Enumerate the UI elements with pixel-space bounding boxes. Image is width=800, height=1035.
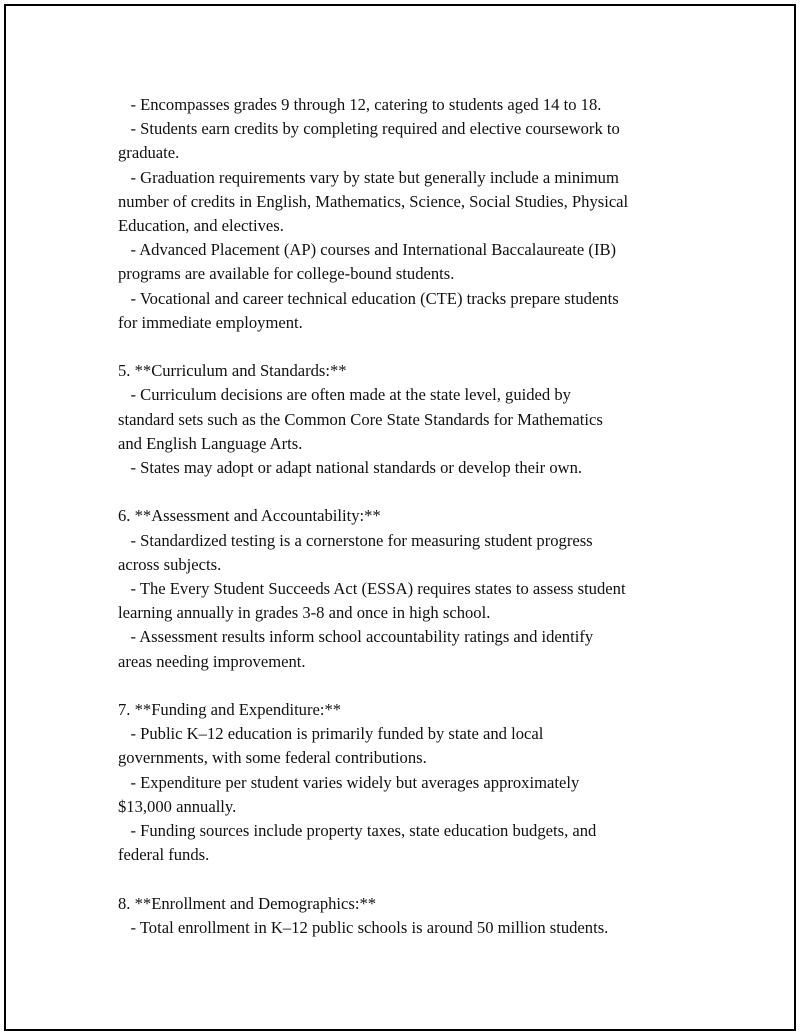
bullet-paragraph [118, 287, 698, 335]
document-body [118, 93, 698, 940]
text-line: - Funding sources include property taxes, state education budgets, and [118, 821, 597, 841]
text-line: - Expenditure per student varies widely but averages approximately [118, 772, 580, 792]
section-spacer [118, 335, 698, 359]
text-line: Education, and electives. [118, 216, 284, 236]
text-line: - Public K–12 education is primarily funded by state and local [118, 724, 544, 744]
bullet-paragraph [118, 456, 698, 480]
section-heading: 6. **Assessment and Accountability:** [118, 506, 381, 526]
bullet-paragraph [118, 383, 698, 456]
document-section [118, 93, 698, 335]
document-section [118, 892, 698, 940]
section-spacer [118, 867, 698, 891]
bullet-paragraph [118, 238, 698, 286]
text-line: for immediate employment. [118, 312, 303, 332]
text-line: - Vocational and career technical education (CTE) tracks prepare students [118, 288, 619, 308]
bullet-paragraph [118, 577, 698, 625]
text-line: federal funds. [118, 845, 210, 865]
bullet-paragraph [118, 166, 698, 239]
section-heading: 5. **Curriculum and Standards:** [118, 361, 347, 381]
document-section [118, 698, 698, 867]
text-line: learning annually in grades 3-8 and once in high school. [118, 603, 491, 623]
bullet-paragraph [118, 625, 698, 673]
section-spacer [118, 480, 698, 504]
bullet-paragraph [118, 722, 698, 770]
text-line: - Total enrollment in K–12 public schools is around 50 million students. [118, 917, 609, 937]
text-line: programs are available for college-bound students. [118, 264, 455, 284]
text-line: - Assessment results inform school accountability ratings and identify [118, 627, 594, 647]
text-line: number of credits in English, Mathematics, Science, Social Studies, Physical [118, 191, 629, 211]
text-line: - Students earn credits by completing required and elective coursework to [118, 119, 620, 139]
text-line: - Advanced Placement (AP) courses and International Baccalaureate (IB) [118, 240, 617, 260]
section-heading: 7. **Funding and Expenditure:** [118, 700, 342, 720]
bullet-paragraph [118, 93, 698, 117]
section-spacer [118, 674, 698, 698]
text-line: - The Every Student Succeeds Act (ESSA) requires states to assess student [118, 579, 626, 599]
bullet-paragraph [118, 117, 698, 165]
section-heading: 8. **Enrollment and Demographics:** [118, 893, 377, 913]
text-line: - Standardized testing is a cornerstone for measuring student progress [118, 530, 593, 550]
text-line: and English Language Arts. [118, 433, 303, 453]
bullet-paragraph [118, 916, 698, 940]
text-line: $13,000 annually. [118, 796, 237, 816]
document-section [118, 504, 698, 673]
text-line: areas needing improvement. [118, 651, 306, 671]
text-line: across subjects. [118, 554, 222, 574]
text-line: - Curriculum decisions are often made at the state level, guided by [118, 385, 571, 405]
bullet-paragraph [118, 819, 698, 867]
text-line: standard sets such as the Common Core State Standards for Mathematics [118, 409, 603, 429]
bullet-paragraph [118, 529, 698, 577]
bullet-paragraph [118, 771, 698, 819]
text-line: - States may adopt or adapt national standards or develop their own. [118, 458, 583, 478]
document-section [118, 359, 698, 480]
text-line: - Graduation requirements vary by state but generally include a minimum [118, 167, 619, 187]
text-line: graduate. [118, 143, 180, 163]
text-line: - Encompasses grades 9 through 12, catering to students aged 14 to 18. [118, 95, 602, 114]
text-line: governments, with some federal contributions. [118, 748, 427, 768]
